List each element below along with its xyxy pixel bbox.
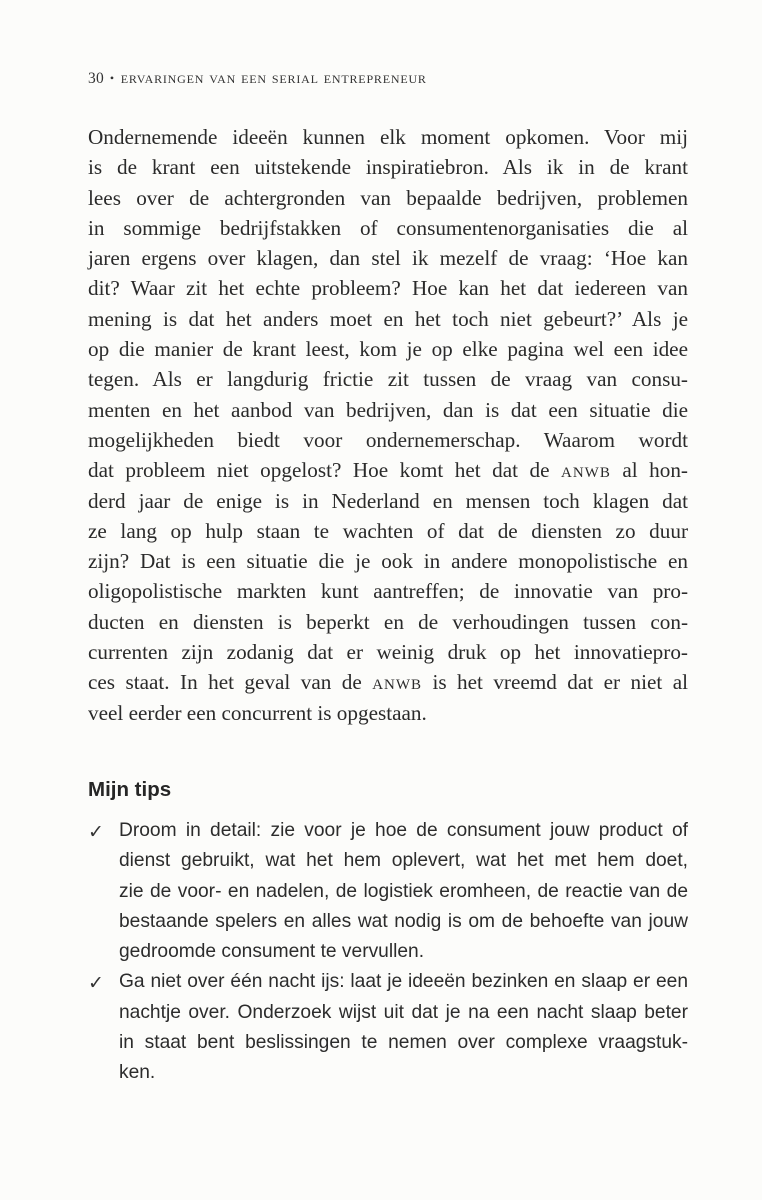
tip-line: zie de voor- en nadelen, de logistiek eromheen, de reactie van de — [119, 880, 688, 902]
body-line: menten en het aanbod van bedrijven, dan is dat een situatie die — [88, 397, 688, 422]
body-line: dit? Waar zit het echte probleem? Hoe kan het dat iedereen van — [88, 276, 688, 301]
body-line: zijn? Dat is een situatie die je ook in andere monopolistische en — [88, 549, 688, 574]
body-line: is de krant een uitstekende inspiratiebron. Als ik in de krant — [88, 155, 688, 180]
body-line: veel eerder een concurrent is opgestaan. — [88, 700, 427, 725]
tip-item — [88, 967, 688, 1088]
page-number: 30 — [88, 70, 104, 87]
checkmark-icon: ✓ — [88, 972, 104, 995]
tip-line: in staat bent beslissingen te nemen over complexe vraagstuk- — [119, 1032, 688, 1054]
body-line: Ondernemende ideeën kunnen elk moment opkomen. Voor mij — [88, 125, 688, 149]
tip-line: dienst gebruikt, wat het hem oplevert, wat het met hem doet, — [119, 850, 688, 872]
body-line: mogelijkheden biedt voor ondernemerschap. Waarom wordt — [88, 427, 688, 452]
body-line: mening is dat het anders moet en het toch niet gebeurt?’ Als je — [88, 306, 688, 331]
tip-line: Ga niet over één nacht ijs: laat je ideeën bezinken en slaap er een — [119, 971, 688, 993]
body-line: currenten zijn zodanig dat er weinig druk op het innovatiepro- — [88, 640, 688, 665]
tip-line: ken. — [119, 1062, 156, 1084]
tips-heading: Mijn tips — [88, 777, 172, 801]
body-line: derd jaar de enige is in Nederland en mensen toch klagen dat — [88, 488, 688, 513]
body-line: tegen. Als er langdurig frictie zit tussen de vraag van consu- — [88, 367, 688, 392]
body-line: dat probleem niet opgelost? Hoe komt het dat de anwb al hon- — [88, 458, 688, 483]
body-line: ducten en diensten is beperkt en de verhoudingen tussen con- — [88, 609, 688, 634]
body-paragraph — [88, 122, 688, 728]
tip-item — [88, 816, 688, 967]
body-line: lees over de achtergronden van bepaalde bedrijven, problemen — [88, 185, 688, 210]
tip-line: bestaande spelers en alles wat nodig is om de behoefte van jouw — [119, 910, 688, 932]
running-header — [88, 68, 688, 88]
header-separator: • — [109, 71, 115, 85]
body-line: ces staat. In het geval van de anwb is het vreemd dat er niet al — [88, 670, 688, 695]
running-title: ervaringen van een serial entrepreneur — [120, 68, 427, 87]
book-page — [88, 68, 688, 1089]
body-line: op die manier de krant leest, kom je op elke pagina wel een idee — [88, 337, 688, 362]
checkmark-icon: ✓ — [88, 820, 104, 843]
body-line: oligopolistische markten kunt aantreffen; de innovatie van pro- — [88, 579, 688, 604]
body-line: in sommige bedrijfstakken of consumentenorganisaties die al — [88, 215, 688, 240]
body-line: jaren ergens over klagen, dan stel ik mezelf de vraag: ‘Hoe kan — [88, 246, 688, 271]
tip-line: Droom in detail: zie voor je hoe de consument jouw product of — [119, 819, 688, 841]
tip-line: gedroomde consument te vervullen. — [119, 941, 425, 963]
tip-line: nachtje over. Onderzoek wijst uit dat je na een nacht slaap beter — [119, 1001, 688, 1023]
body-line: ze lang op hulp staan te wachten of dat de diensten zo duur — [88, 518, 688, 543]
